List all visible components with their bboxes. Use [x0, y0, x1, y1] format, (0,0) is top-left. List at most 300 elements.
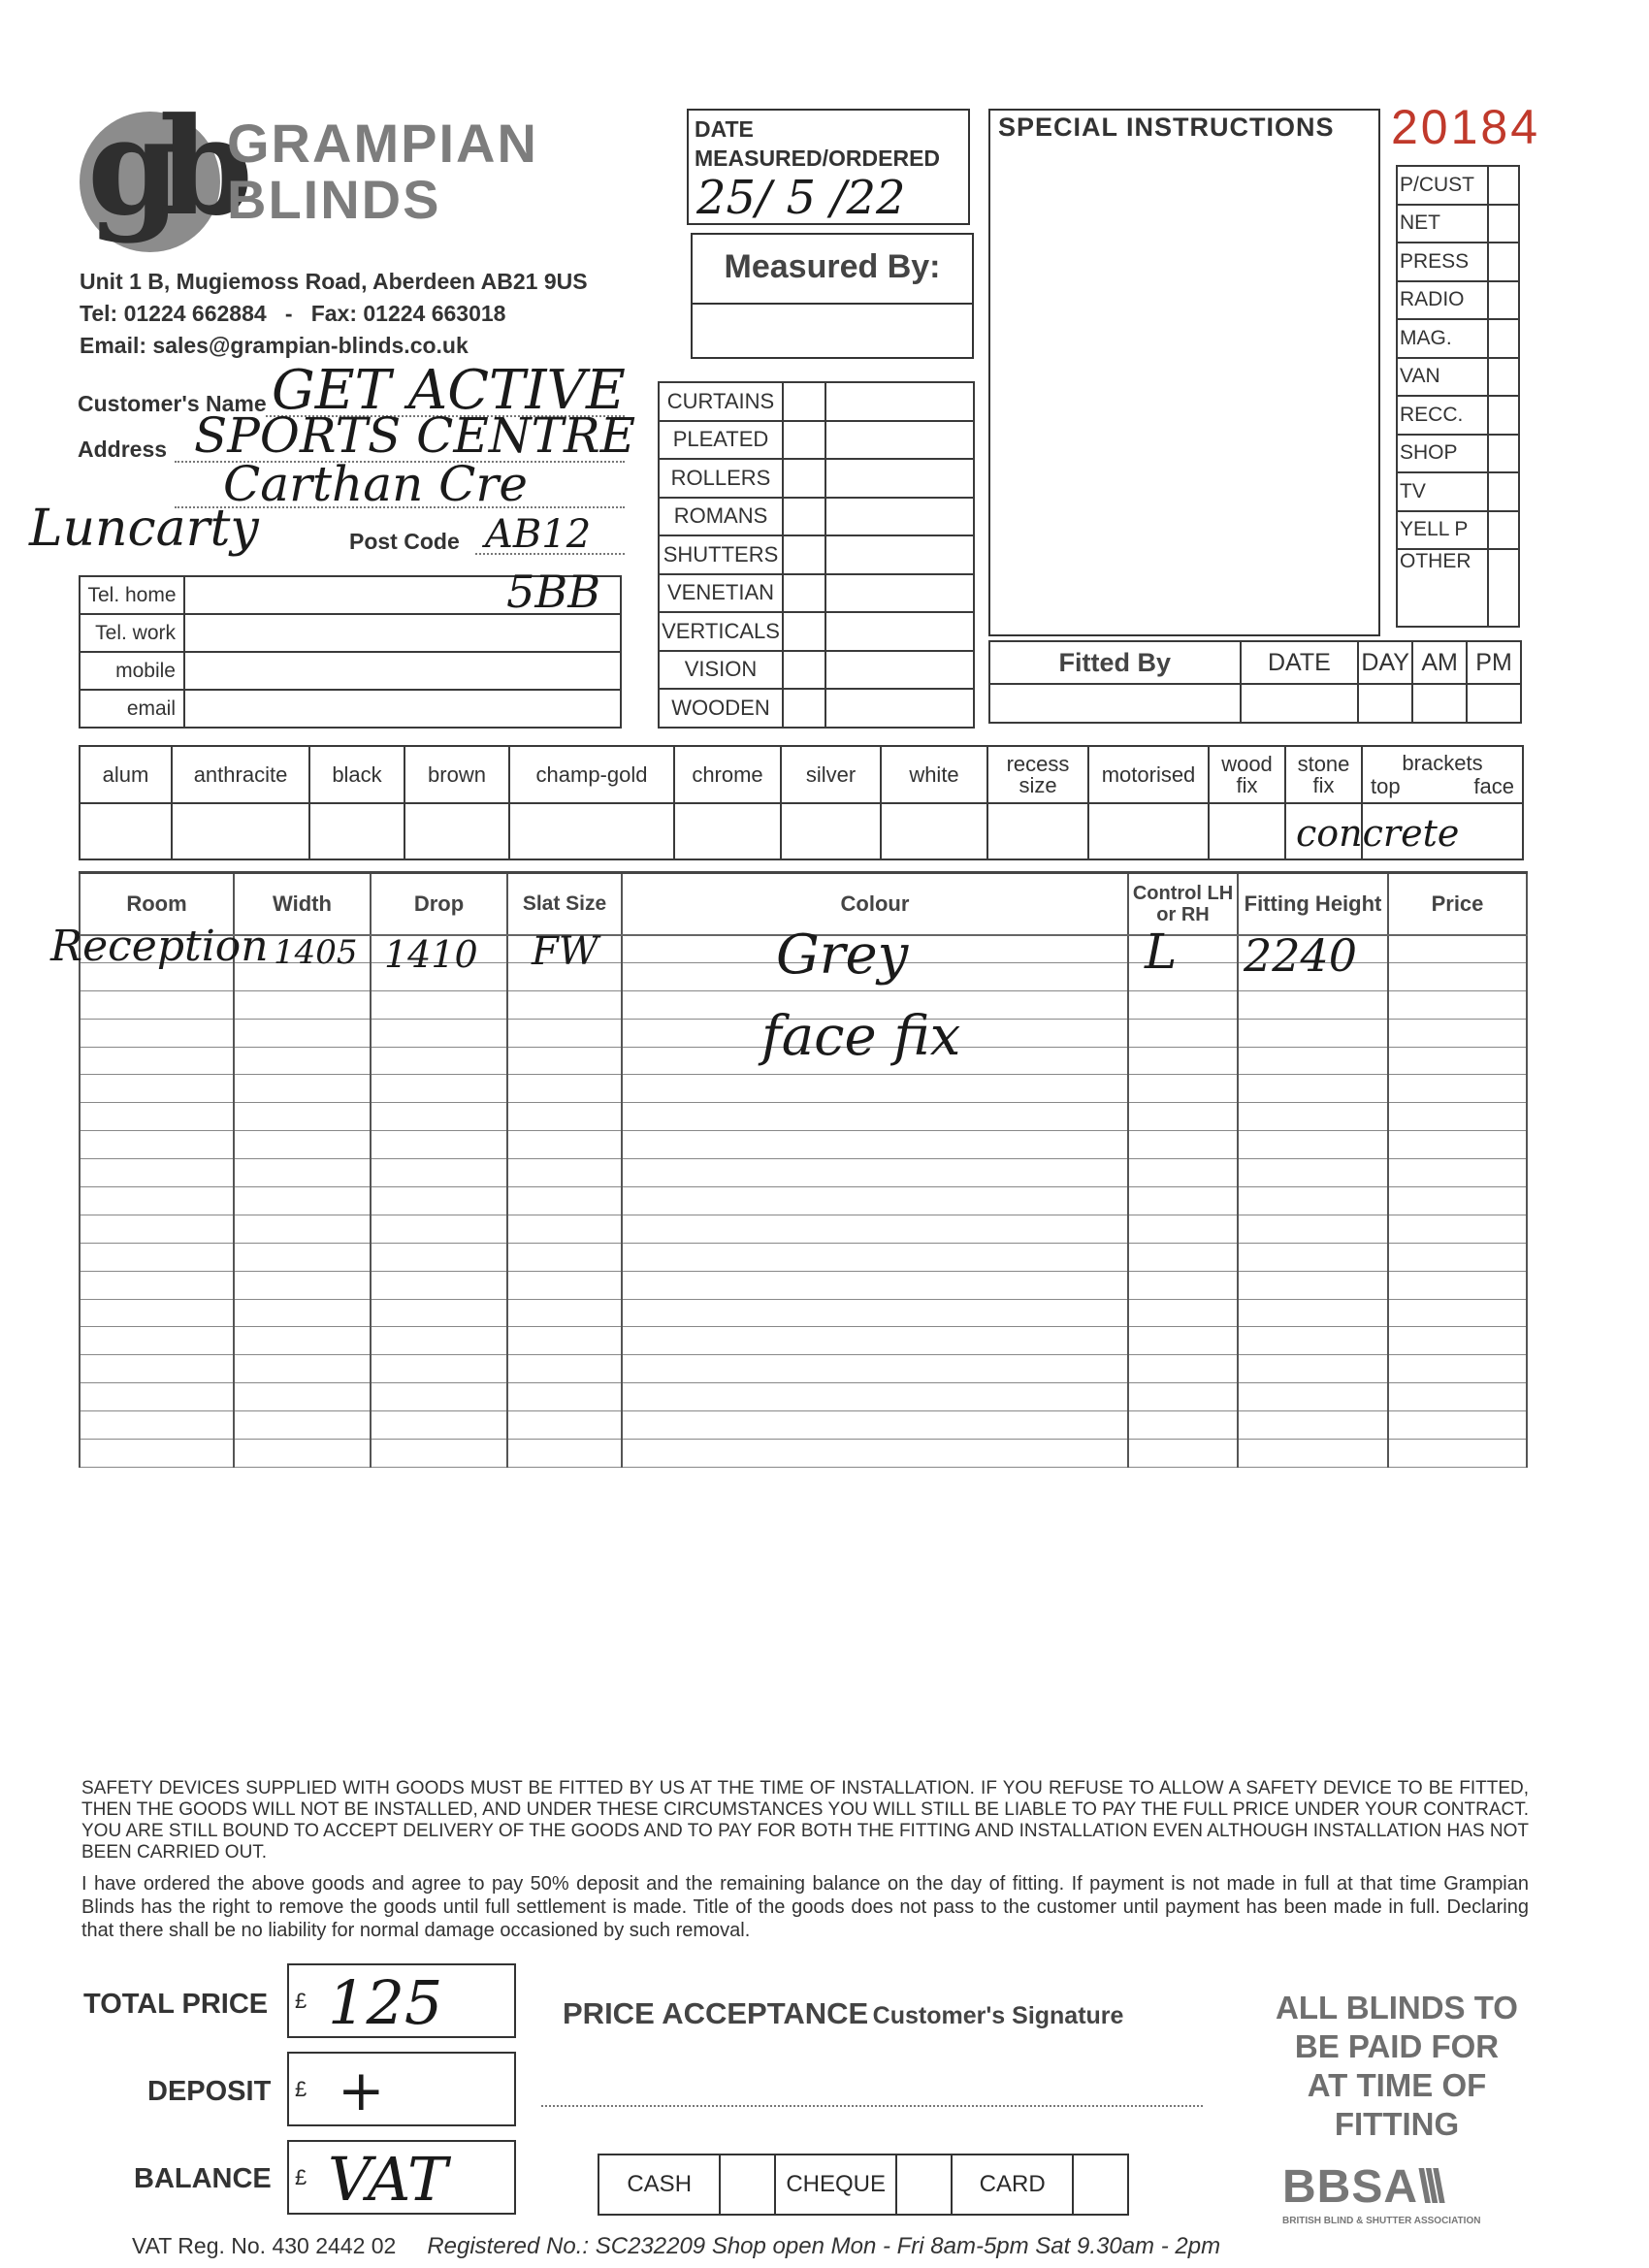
order-cell[interactable] — [507, 990, 622, 1019]
order-cell[interactable] — [371, 1075, 507, 1103]
product-type-notes[interactable] — [825, 535, 974, 574]
order-cell[interactable] — [1238, 1355, 1388, 1383]
order-cell[interactable] — [1388, 1215, 1527, 1243]
company-logo — [80, 87, 538, 257]
order-cell[interactable] — [1128, 1243, 1238, 1271]
order-cell[interactable] — [371, 1411, 507, 1440]
source-checkbox[interactable] — [1488, 319, 1519, 358]
source-label: RECC. — [1397, 396, 1488, 435]
order-cell[interactable] — [1388, 1131, 1527, 1159]
order-cell[interactable] — [1128, 1440, 1238, 1468]
fitted-am-label: AM — [1412, 641, 1467, 684]
product-type-label: VISION — [659, 651, 783, 690]
order-cell[interactable] — [234, 990, 371, 1019]
source-label: YELL P — [1397, 511, 1488, 550]
order-cell[interactable] — [1388, 1271, 1527, 1299]
col-fitting-height: Fitting Height — [1238, 873, 1388, 935]
source-checkbox[interactable] — [1488, 511, 1519, 550]
address-value-3[interactable]: Luncarty — [29, 500, 259, 558]
order-cell[interactable] — [371, 1299, 507, 1327]
table-row — [80, 1103, 1527, 1131]
agreement-terms: I have ordered the above goods and agree to pay 50% deposit and the remaining balance on the day of fitting. If payment is not made in full at that time Grampian Blinds has the right to remove the goods until full settlement is made. Title of the goods does not pass to the customer until payment has been made in full. Declaring that there shall be no liability for normal damage occasioned by such removal. — [81, 1873, 1529, 1941]
price-acceptance — [563, 1996, 1123, 2031]
finish-options-table — [79, 745, 1524, 860]
col-slat-size: Slat Size — [507, 873, 622, 935]
contact-table — [79, 566, 622, 729]
product-type-notes[interactable] — [825, 651, 974, 690]
order-cell[interactable] — [234, 1159, 371, 1187]
order-cell[interactable] — [1128, 1411, 1238, 1440]
order-cell[interactable] — [80, 1047, 234, 1075]
source-checkbox[interactable] — [1488, 166, 1519, 205]
order-cell[interactable] — [1238, 1411, 1388, 1440]
order-cell[interactable] — [1388, 935, 1527, 963]
order-cell[interactable] — [622, 1215, 1128, 1243]
order-cell[interactable] — [622, 1103, 1128, 1131]
entry-slat[interactable]: FW — [532, 929, 598, 974]
product-type-label: CURTAINS — [659, 382, 783, 421]
order-cell[interactable] — [371, 1131, 507, 1159]
measured-by-label: Measured By: — [724, 248, 941, 285]
order-cell[interactable] — [234, 1047, 371, 1075]
order-cell[interactable] — [371, 1327, 507, 1355]
order-cell[interactable] — [1238, 1103, 1388, 1131]
fitted-am-value[interactable] — [1412, 684, 1467, 723]
entry-fitting-height[interactable]: 2240 — [1244, 929, 1358, 982]
order-cell[interactable] — [1388, 1383, 1527, 1411]
balance-value: VAT — [328, 2144, 448, 2215]
payment-cheque-label: CHEQUE — [775, 2155, 896, 2215]
source-label: TV — [1397, 472, 1488, 511]
contact-label: Tel. work — [80, 614, 184, 652]
source-label: P/CUST — [1397, 166, 1488, 205]
order-cell[interactable] — [507, 1159, 622, 1187]
order-cell[interactable] — [1128, 1047, 1238, 1075]
price-acceptance-label: PRICE ACCEPTANCE — [563, 1996, 869, 2030]
bbsa-caption: BRITISH BLIND & SHUTTER ASSOCIATION — [1282, 2216, 1481, 2226]
order-cell[interactable] — [1238, 1075, 1388, 1103]
finish-option-cell[interactable] — [881, 803, 987, 859]
product-type-notes[interactable] — [825, 574, 974, 613]
measured-by-box — [691, 233, 974, 359]
contact-label: email — [80, 690, 184, 728]
payment-cheque-box[interactable] — [896, 2155, 952, 2215]
finish-option-header: anthracite — [172, 746, 309, 803]
finish-option-cell[interactable] — [309, 803, 404, 859]
order-cell[interactable] — [1388, 1440, 1527, 1468]
customer-name-value[interactable]: GET ACTIVE — [272, 359, 626, 422]
postcode-label: Post Code — [349, 529, 460, 554]
order-cell[interactable] — [1128, 1159, 1238, 1187]
order-cell[interactable] — [507, 1383, 622, 1411]
order-cell[interactable] — [622, 1383, 1128, 1411]
product-type-label: ROLLERS — [659, 459, 783, 498]
order-cell[interactable] — [371, 1215, 507, 1243]
order-cell[interactable] — [80, 1243, 234, 1271]
order-cell[interactable] — [80, 1187, 234, 1215]
fitted-date-label: DATE — [1241, 641, 1359, 684]
order-cell[interactable] — [1388, 1243, 1527, 1271]
order-cell[interactable] — [622, 1327, 1128, 1355]
product-type-notes[interactable] — [825, 612, 974, 651]
balance-box[interactable] — [287, 2140, 516, 2215]
fitted-pm-value[interactable] — [1467, 684, 1521, 723]
order-cell[interactable] — [80, 1271, 234, 1299]
order-cell[interactable] — [1388, 1299, 1527, 1327]
order-cell[interactable] — [371, 1047, 507, 1075]
source-checkbox[interactable] — [1488, 358, 1519, 397]
order-cell[interactable] — [80, 990, 234, 1019]
deposit-box[interactable] — [287, 2052, 516, 2126]
order-cell[interactable] — [234, 1187, 371, 1215]
bbsa-logo-text: BBSA\\\ — [1282, 2161, 1440, 2213]
order-cell[interactable] — [234, 1355, 371, 1383]
source-label: OTHER — [1397, 549, 1488, 627]
order-cell[interactable] — [80, 1075, 234, 1103]
currency-symbol: £ — [295, 2165, 307, 2189]
order-cell[interactable] — [1388, 962, 1527, 990]
payment-notice: ALL BLINDS TO BE PAID FOR AT TIME OF FITTING — [1276, 1990, 1518, 2142]
source-label: PRESS — [1397, 243, 1488, 281]
product-type-label: ROMANS — [659, 498, 783, 536]
order-cell[interactable] — [371, 1159, 507, 1187]
order-cell[interactable] — [1238, 1019, 1388, 1047]
entry-colour-1[interactable]: Grey — [776, 923, 909, 987]
order-cell[interactable] — [622, 1075, 1128, 1103]
source-label: SHOP — [1397, 435, 1488, 473]
order-cell[interactable] — [371, 1383, 507, 1411]
payment-methods-table — [598, 2154, 1129, 2216]
finish-option-cell[interactable] — [781, 803, 881, 859]
phone-line: Tel: 01224 662884 - Fax: 01224 663018 — [80, 301, 506, 326]
source-checkbox[interactable] — [1488, 205, 1519, 243]
finish-option-cell[interactable] — [1285, 803, 1460, 859]
order-cell[interactable] — [1238, 1187, 1388, 1215]
logo-letters: gb — [87, 87, 232, 245]
contact-value[interactable] — [184, 614, 621, 652]
product-type-qty[interactable] — [783, 651, 825, 690]
finish-option-cell[interactable] — [172, 803, 309, 859]
product-type-qty[interactable] — [783, 421, 825, 460]
order-cell[interactable] — [507, 1440, 622, 1468]
source-checkbox[interactable] — [1488, 396, 1519, 435]
company-address — [80, 266, 662, 362]
product-type-qty[interactable] — [783, 535, 825, 574]
order-cell[interactable] — [1238, 1243, 1388, 1271]
order-cell[interactable] — [80, 1159, 234, 1187]
contact-value[interactable]: 5BB — [184, 576, 621, 614]
order-cell[interactable] — [507, 1103, 622, 1131]
special-instructions-box[interactable] — [988, 109, 1380, 636]
order-cell[interactable] — [234, 1411, 371, 1440]
finish-option-header: chrome — [674, 746, 781, 803]
order-cell[interactable] — [234, 1327, 371, 1355]
source-checkbox[interactable] — [1488, 549, 1519, 627]
deposit-label: DEPOSIT — [147, 2076, 272, 2107]
order-cell[interactable] — [507, 1411, 622, 1440]
order-cell[interactable] — [507, 1187, 622, 1215]
finish-option-cell[interactable] — [987, 803, 1088, 859]
finish-option-cell[interactable] — [674, 803, 781, 859]
col-width: Width — [234, 873, 371, 935]
company-name-line1: GRAMPIAN — [227, 113, 538, 174]
order-cell[interactable] — [371, 1355, 507, 1383]
order-cell[interactable] — [234, 1271, 371, 1299]
order-cell[interactable] — [371, 1187, 507, 1215]
order-cell[interactable] — [1238, 1440, 1388, 1468]
date-label-2: MEASURED/ORDERED — [695, 146, 941, 171]
address-value-2[interactable]: Carthan Cre — [223, 456, 528, 512]
source-label: NET — [1397, 205, 1488, 243]
order-cell[interactable] — [507, 1215, 622, 1243]
source-label: VAN — [1397, 358, 1488, 397]
order-cell[interactable] — [80, 1103, 234, 1131]
product-type-notes[interactable] — [825, 689, 974, 728]
total-price-box[interactable] — [287, 1963, 516, 2038]
order-cell[interactable] — [80, 1019, 234, 1047]
customer-details — [29, 359, 650, 558]
date-label-1: DATE — [695, 116, 754, 142]
special-instructions-label: SPECIAL INSTRUCTIONS — [998, 113, 1335, 142]
order-cell[interactable] — [1128, 1383, 1238, 1411]
order-cell[interactable] — [371, 1440, 507, 1468]
order-cell[interactable] — [234, 1243, 371, 1271]
entry-control[interactable]: L — [1145, 923, 1178, 980]
product-type-notes[interactable] — [825, 382, 974, 421]
order-cell[interactable] — [1128, 1019, 1238, 1047]
product-type-qty[interactable] — [783, 459, 825, 498]
order-cell[interactable] — [1388, 1411, 1527, 1440]
product-type-qty[interactable] — [783, 382, 825, 421]
order-cell[interactable] — [622, 1187, 1128, 1215]
finish-option-cell[interactable] — [404, 803, 509, 859]
order-cell[interactable] — [622, 1159, 1128, 1187]
table-row — [80, 1075, 1527, 1103]
product-type-qty[interactable] — [783, 498, 825, 536]
order-cell[interactable] — [507, 1299, 622, 1327]
order-cell[interactable] — [371, 1271, 507, 1299]
finish-option-header: champ-gold — [509, 746, 674, 803]
contact-value[interactable] — [184, 690, 621, 728]
product-type-notes[interactable] — [825, 421, 974, 460]
contact-label: mobile — [80, 652, 184, 690]
order-cell[interactable] — [622, 1411, 1128, 1440]
order-cell[interactable] — [371, 1019, 507, 1047]
order-cell[interactable] — [1128, 1103, 1238, 1131]
order-cell[interactable] — [622, 1271, 1128, 1299]
product-type-notes[interactable] — [825, 498, 974, 536]
order-cell[interactable] — [1388, 1355, 1527, 1383]
order-cell[interactable] — [1128, 1271, 1238, 1299]
entry-colour-2[interactable]: face fix — [761, 1005, 961, 1068]
order-cell[interactable] — [622, 1440, 1128, 1468]
order-cell[interactable] — [1128, 1187, 1238, 1215]
company-name-line2: BLINDS — [227, 169, 441, 230]
customer-name-label: Customer's Name — [78, 391, 267, 416]
order-cell[interactable] — [234, 1215, 371, 1243]
source-checkbox[interactable] — [1488, 435, 1519, 473]
finish-option-header: stone fix — [1285, 746, 1362, 803]
order-cell[interactable] — [1238, 1215, 1388, 1243]
table-row — [80, 1411, 1527, 1440]
finish-option-header: white — [881, 746, 987, 803]
payment-card-box[interactable] — [1073, 2155, 1128, 2215]
finish-option-header: alum — [80, 746, 172, 803]
order-cell[interactable] — [622, 1131, 1128, 1159]
order-cell[interactable] — [1128, 1299, 1238, 1327]
order-cell[interactable] — [1238, 1327, 1388, 1355]
order-cell[interactable] — [80, 1131, 234, 1159]
order-cell[interactable] — [507, 1131, 622, 1159]
order-cell[interactable] — [371, 990, 507, 1019]
order-cell[interactable] — [1388, 1047, 1527, 1075]
order-cell[interactable] — [622, 1243, 1128, 1271]
order-cell[interactable] — [507, 1243, 622, 1271]
fitted-by-label: Fitted By — [989, 641, 1241, 684]
measured-by-divider — [693, 303, 972, 305]
order-cell[interactable] — [1128, 1075, 1238, 1103]
order-cell[interactable] — [1238, 1131, 1388, 1159]
signature-line[interactable] — [541, 2105, 1203, 2107]
table-row — [80, 1215, 1527, 1243]
order-cell[interactable] — [80, 1215, 234, 1243]
order-cell[interactable] — [1128, 1355, 1238, 1383]
entry-width[interactable]: 1405 — [274, 933, 358, 972]
order-cell[interactable] — [80, 1383, 234, 1411]
product-type-label: SHUTTERS — [659, 535, 783, 574]
order-cell[interactable] — [1238, 1047, 1388, 1075]
order-cell[interactable] — [1238, 1299, 1388, 1327]
fitted-date-value[interactable] — [1241, 684, 1359, 723]
source-table — [1396, 165, 1520, 628]
order-cell[interactable] — [622, 1299, 1128, 1327]
payment-cash-box[interactable] — [720, 2155, 775, 2215]
order-cell[interactable] — [234, 1383, 371, 1411]
order-cell[interactable] — [234, 1131, 371, 1159]
fitted-by-value[interactable] — [989, 684, 1241, 723]
brackets-header: brackets top face — [1362, 746, 1523, 803]
order-cell[interactable] — [80, 1299, 234, 1327]
order-cell[interactable] — [1128, 1215, 1238, 1243]
postcode-value[interactable]: AB12 — [485, 512, 592, 557]
table-row — [80, 1131, 1527, 1159]
order-cell[interactable] — [234, 1103, 371, 1131]
table-row — [80, 1383, 1527, 1411]
order-cell[interactable] — [1388, 1187, 1527, 1215]
order-cell[interactable] — [507, 1327, 622, 1355]
order-cell[interactable] — [1128, 990, 1238, 1019]
fitted-day-value[interactable] — [1358, 684, 1412, 723]
fitted-day-label: DAY — [1358, 641, 1412, 684]
product-type-notes[interactable] — [825, 459, 974, 498]
registered-info: Registered No.: SC232209 Shop open Mon - Fri 8am-5pm Sat 9.30am - 2pm — [427, 2233, 1221, 2259]
order-cell[interactable] — [1128, 1327, 1238, 1355]
finish-option-header: recess size — [987, 746, 1088, 803]
fitted-table — [988, 640, 1522, 724]
table-row — [80, 1271, 1527, 1299]
entry-room[interactable]: Reception — [50, 922, 269, 971]
order-cell[interactable] — [80, 1411, 234, 1440]
order-cell[interactable] — [1388, 1103, 1527, 1131]
order-cell[interactable] — [507, 1047, 622, 1075]
order-cell[interactable] — [1388, 1327, 1527, 1355]
currency-symbol: £ — [295, 2077, 307, 2101]
product-type-qty[interactable] — [783, 574, 825, 613]
finish-option-cell[interactable] — [1209, 803, 1285, 859]
source-checkbox[interactable] — [1488, 281, 1519, 320]
order-cell[interactable] — [622, 1355, 1128, 1383]
contact-label: Tel. home — [80, 576, 184, 614]
address-label: Address — [78, 437, 168, 462]
source-label: RADIO — [1397, 281, 1488, 320]
date-value[interactable]: 25/ 5 /22 — [696, 171, 906, 225]
order-cell[interactable] — [234, 1075, 371, 1103]
finish-option-cell[interactable] — [1088, 803, 1209, 859]
order-cell[interactable] — [1388, 1159, 1527, 1187]
currency-symbol: £ — [295, 1989, 307, 2013]
order-cell[interactable] — [234, 1019, 371, 1047]
entry-drop[interactable]: 1410 — [384, 933, 478, 976]
order-cell[interactable] — [80, 1440, 234, 1468]
order-cell[interactable] — [234, 1299, 371, 1327]
product-type-qty[interactable] — [783, 612, 825, 651]
order-cell[interactable] — [507, 1019, 622, 1047]
order-cell[interactable] — [1238, 990, 1388, 1019]
finish-option-header: brown — [404, 746, 509, 803]
finish-option-cell[interactable] — [80, 803, 172, 859]
order-cell[interactable] — [234, 1440, 371, 1468]
col-price: Price — [1388, 873, 1527, 935]
form-number: 20184 — [1391, 100, 1541, 154]
date-box — [687, 109, 970, 225]
product-type-label: PLEATED — [659, 421, 783, 460]
order-cell[interactable] — [1388, 1019, 1527, 1047]
order-cell[interactable] — [1388, 1075, 1527, 1103]
col-control: Control LH or RH — [1128, 873, 1238, 935]
order-cell[interactable] — [80, 1355, 234, 1383]
address-value-1[interactable]: SPORTS CENTRE — [194, 407, 636, 464]
order-cell[interactable] — [80, 1327, 234, 1355]
email-line: Email: sales@grampian-blinds.co.uk — [80, 333, 469, 358]
product-type-label: WOODEN — [659, 689, 783, 728]
finish-option-cell[interactable] — [509, 803, 674, 859]
product-type-label: VENETIAN — [659, 574, 783, 613]
table-row — [80, 1187, 1527, 1215]
bbsa-logo — [1282, 2163, 1511, 2226]
source-checkbox[interactable] — [1488, 243, 1519, 281]
order-cell[interactable] — [1238, 1383, 1388, 1411]
table-row — [80, 1159, 1527, 1187]
order-cell[interactable] — [507, 1271, 622, 1299]
order-cell[interactable] — [371, 1103, 507, 1131]
table-row — [80, 1299, 1527, 1327]
order-cell[interactable] — [1128, 1131, 1238, 1159]
order-cell[interactable] — [507, 1075, 622, 1103]
order-cell[interactable] — [507, 1355, 622, 1383]
finish-option-header: wood fix — [1209, 746, 1285, 803]
order-cell[interactable] — [1238, 1159, 1388, 1187]
order-cell[interactable] — [371, 1243, 507, 1271]
finish-option-header: silver — [781, 746, 881, 803]
contact-value[interactable] — [184, 652, 621, 690]
vat-number: VAT Reg. No. 430 2442 02 — [132, 2233, 397, 2258]
source-checkbox[interactable] — [1488, 472, 1519, 511]
product-type-qty[interactable] — [783, 689, 825, 728]
product-type-table — [658, 381, 975, 729]
table-row — [80, 1355, 1527, 1383]
order-cell[interactable] — [1388, 990, 1527, 1019]
order-cell[interactable] — [1238, 1271, 1388, 1299]
